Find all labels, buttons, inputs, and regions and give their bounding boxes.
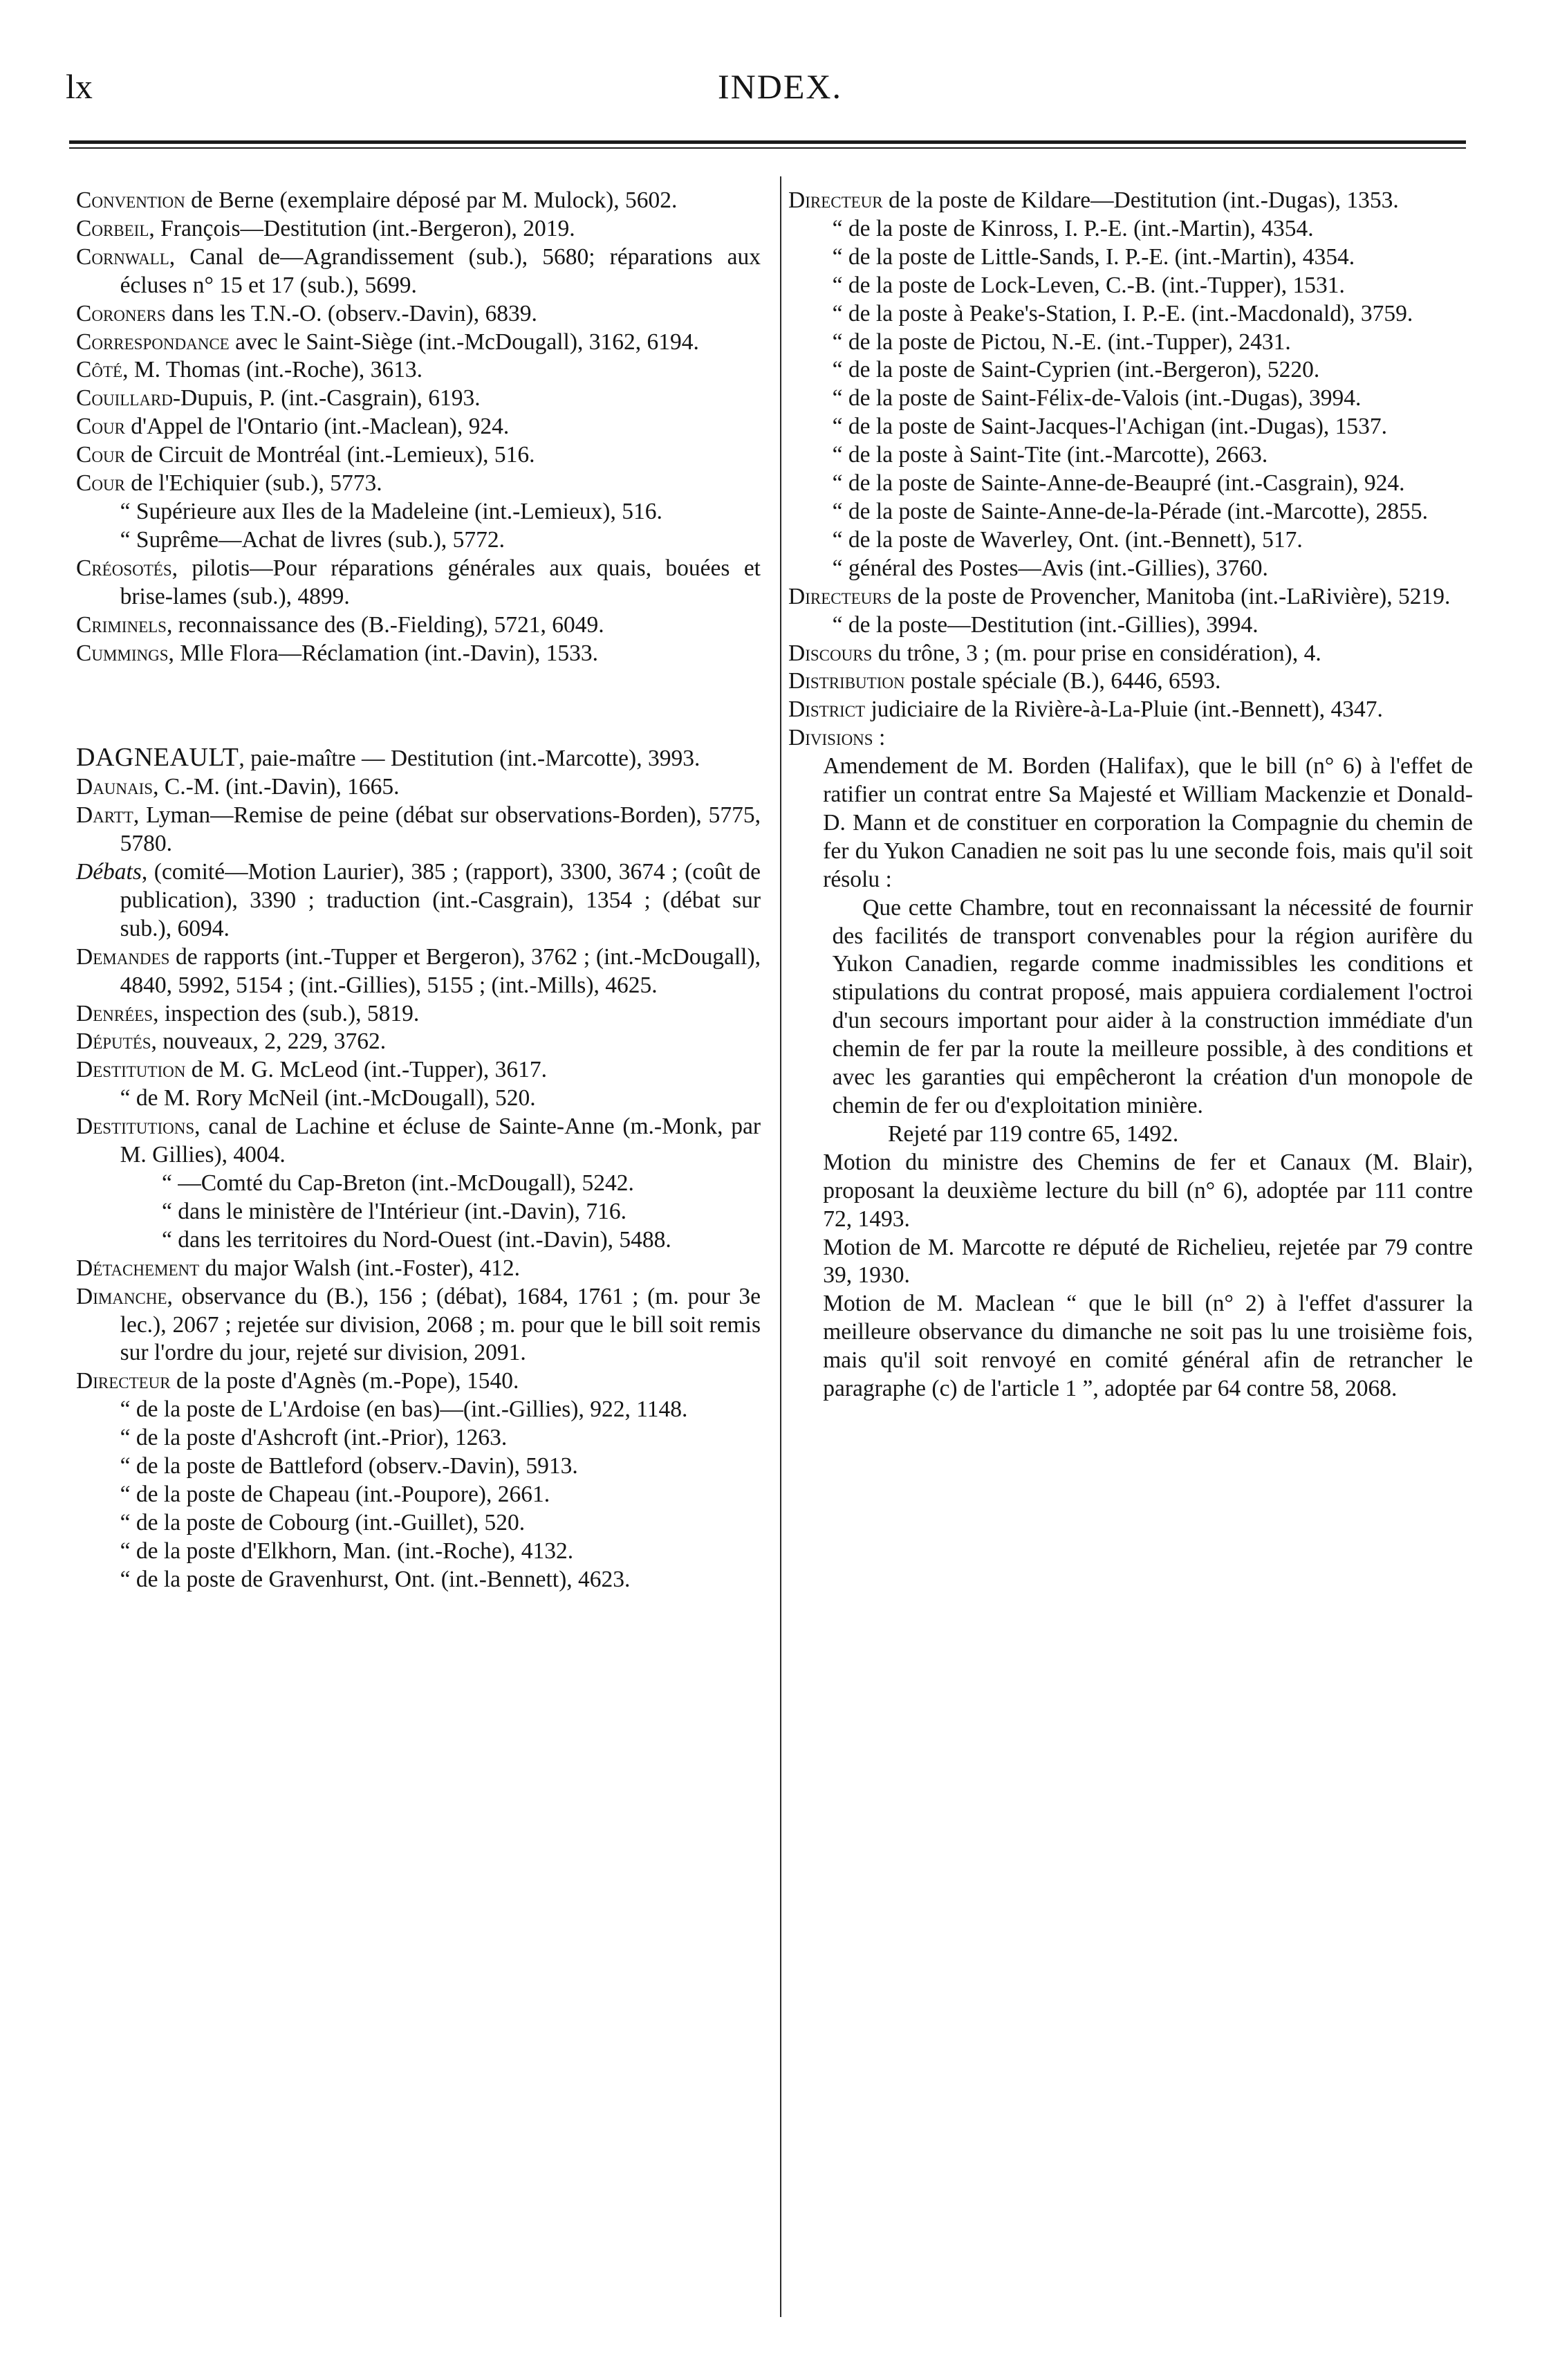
index-entry-text: “ de la poste de Lock-Leven, C.-B. (int.-Tupper), 1531. [832, 272, 1345, 298]
index-entry-head: Discours [788, 640, 873, 666]
index-entry-text: “ de la poste d'Elkhorn, Man. (int.-Roche), 4132. [120, 1538, 574, 1564]
index-entry-text: “ de la poste de Gravenhurst, Ont. (int.-Bennett), 4623. [120, 1566, 631, 1592]
index-entry [76, 943, 761, 1000]
index-entry-text: “ de la poste de Battleford (observ.-Davin), 5913. [120, 1453, 578, 1479]
index-subentry [76, 1452, 761, 1481]
index-entry-head: Créosotés [76, 555, 172, 581]
index-entry-text: “ de la poste de Waverley, Ont. (int.-Bennett), 517. [832, 526, 1303, 553]
index-entry-text: , C.-M. (int.-Davin), 1665. [153, 774, 400, 800]
index-entry-head: Daunais [76, 774, 154, 800]
index-entry-text: de la poste de Provencher, Manitoba (int.-LaRivière), 5219. [891, 583, 1451, 609]
division-paragraph [788, 894, 1473, 1120]
index-entry-text: , (comité—Motion Laurier), 385 ; (rapport), 3300, 3674 ; (coût de publication), 3390 ; traduction (int.-Casgrain), 1354 ; (débat sur sub.), 6094. [120, 859, 761, 941]
index-entry [788, 187, 1473, 215]
index-entry-head: Cummings [76, 640, 169, 666]
index-entry [76, 555, 761, 611]
column-divider [780, 176, 781, 2317]
index-subentry [788, 555, 1473, 583]
right-column [788, 187, 1473, 1403]
index-entry-text: de la poste d'Agnès (m.-Pope), 1540. [170, 1368, 519, 1394]
index-subentry [788, 498, 1473, 526]
index-entry [76, 356, 761, 385]
index-entry [788, 583, 1473, 611]
index-subentry [788, 385, 1473, 413]
index-entry-text: judiciaire de la Rivière-à-La-Pluie (int.-Bennett), 4347. [865, 697, 1383, 723]
page-number: lx [66, 67, 93, 106]
index-subentry [76, 1170, 761, 1198]
index-subentry [76, 526, 761, 555]
index-entry-text: postale spéciale (B.), 6446, 6593. [904, 668, 1221, 694]
index-entry [76, 640, 761, 668]
index-entry-head: Coroners [76, 300, 166, 326]
index-entry-head: Corbeil [76, 215, 149, 241]
index-entry [76, 441, 761, 470]
index-entry-text: “ général des Postes—Avis (int.-Gillies), 3760. [832, 555, 1268, 581]
index-entry-head: Destitution [76, 1057, 186, 1083]
index-entry-head: Destitutions [76, 1114, 195, 1140]
index-entry-text: “ Supérieure aux Iles de la Madeleine (int.-Lemieux), 516. [120, 498, 662, 524]
index-entry-text: “ de M. Rory McNeil (int.-McDougall), 520. [120, 1085, 536, 1111]
index-subentry [788, 413, 1473, 441]
index-subentry [788, 441, 1473, 470]
index-entry-text: “ de la poste de Cobourg (int.-Guillet), 520. [120, 1509, 526, 1535]
index-entry-head: Directeur [76, 1368, 171, 1394]
index-entry-text: “ de la poste de Saint-Cyprien (int.-Bergeron), 5220. [832, 357, 1320, 383]
index-entry-text: du major Walsh (int.-Foster), 412. [199, 1255, 520, 1281]
index-subentry [76, 1226, 761, 1255]
division-paragraph [788, 753, 1473, 894]
index-entry-text: “ Suprême—Achat de livres (sub.), 5772. [120, 526, 505, 553]
page-title: INDEX. [717, 67, 843, 106]
index-entry-head: Divisions [788, 725, 873, 751]
index-entry-text: , canal de Lachine et écluse de Sainte-Anne (m.-Monk, par M. Gillies), 4004. [120, 1114, 761, 1168]
index-entry-text: Rejeté par 119 contre 65, 1492. [888, 1120, 1179, 1147]
index-entry-text: , inspection des (sub.), 5819. [153, 1000, 420, 1026]
index-entry-head: Distribution [788, 668, 905, 694]
index-entry [76, 300, 761, 329]
index-entry-text: “ de la poste de Sainte-Anne-de-Beaupré (int.-Casgrain), 924. [832, 470, 1405, 497]
index-entry [76, 802, 761, 858]
index-subentry [788, 215, 1473, 243]
index-entry [788, 667, 1473, 696]
index-entry-text: “ dans le ministère de l'Intérieur (int.-Davin), 716. [161, 1198, 627, 1224]
index-entry-text: , Mlle Flora—Réclamation (int.-Davin), 1533. [168, 640, 599, 666]
index-entry [76, 1000, 761, 1028]
header-rule-thick [69, 140, 1466, 144]
index-subentry [76, 1509, 761, 1538]
index-subentry [76, 498, 761, 526]
index-entry-text: “ de la poste de Sainte-Anne-de-la-Pérade (int.-Marcotte), 2855. [832, 498, 1429, 524]
left-column [76, 187, 761, 1594]
index-subentry [788, 272, 1473, 300]
index-entry-text: , observance du (B.), 156 ; (débat), 1684, 1761 ; (m. pour 3e lec.), 2067 ; rejetée sur division, 2068 ; m. pour que le bill soit remis sur l'ordre du jour, rejeté sur division, 2091. [120, 1283, 761, 1366]
index-entry-head: Côté [76, 357, 123, 383]
index-entry-head: Dimanche [76, 1283, 167, 1309]
index-entry-text: , Lyman—Remise de peine (débat sur observations-Borden), 5775, 5780. [120, 802, 761, 857]
index-entry-text: “ de la poste de L'Ardoise (en bas)—(int.-Gillies), 922, 1148. [120, 1396, 688, 1423]
index-entry-head: Cour [76, 470, 125, 497]
index-entry-head: Directeurs [788, 583, 892, 609]
index-entry-text: “ de la poste de Kinross, I. P.-E. (int.-Martin), 4354. [832, 215, 1314, 241]
index-entry [76, 215, 761, 243]
index-subentry [788, 243, 1473, 272]
index-entry-head: Dartt [76, 802, 133, 829]
index-entry [76, 1255, 761, 1283]
index-entry [76, 1028, 761, 1056]
index-entry-head: Couillard [76, 385, 173, 412]
index-subentry [76, 1481, 761, 1509]
index-subentry [788, 526, 1473, 555]
index-entry-text: “ de la poste de Pictou, N.-E. (int.-Tupper), 2431. [832, 329, 1291, 355]
index-entry-head: Députés [76, 1028, 151, 1055]
index-subentry [76, 1538, 761, 1566]
index-entry [76, 413, 761, 441]
index-entry-text: “ de la poste de Saint-Jacques-l'Achigan (int.-Dugas), 1537. [832, 414, 1388, 440]
index-entry [76, 1056, 761, 1085]
index-entry-head: Cour [76, 442, 125, 468]
index-entry-head: Convention [76, 187, 185, 213]
index-entry [76, 858, 761, 943]
index-entry [76, 187, 761, 215]
division-paragraph [788, 1149, 1473, 1234]
index-subentry [76, 1396, 761, 1424]
index-subentry [788, 356, 1473, 385]
index-entry-text: dans les T.N.-O. (observ.-Davin), 6839. [165, 300, 537, 326]
division-paragraph [788, 1234, 1473, 1291]
index-entry-text: , reconnaissance des (B.-Fielding), 5721, 6049. [166, 611, 604, 638]
index-entry-text: du trône, 3 ; (m. pour prise en considération), 4. [872, 640, 1321, 666]
index-entry-head: Denrées [76, 1000, 154, 1026]
index-entry [76, 385, 761, 413]
index-entry-text: “ —Comté du Cap-Breton (int.-McDougall), 5242. [161, 1170, 634, 1196]
index-entry-text: , M. Thomas (int.-Roche), 3613. [122, 357, 423, 383]
index-subentry [788, 470, 1473, 498]
index-entry-text: “ de la poste à Saint-Tite (int.-Marcotte), 2663. [832, 442, 1268, 468]
index-entry-head: Débats [76, 859, 142, 885]
index-entry-text: , nouveaux, 2, 229, 3762. [151, 1028, 387, 1055]
division-paragraph [788, 1290, 1473, 1403]
index-entry-text: Motion du ministre des Chemins de fer et Canaux (M. Blair), proposant la deuxième lecture du bill (n° 6), adoptée par 111 contre 72, 1493. [823, 1149, 1473, 1232]
index-entry-text: de Circuit de Montréal (int.-Lemieux), 516. [124, 442, 535, 468]
index-entry [788, 640, 1473, 668]
index-entry-text: “ de la poste de Chapeau (int.-Poupore), 2661. [120, 1481, 550, 1507]
index-subentry [788, 300, 1473, 329]
index-entry-head: Cornwall [76, 243, 169, 270]
index-entry-text: , François—Destitution (int.-Bergeron), 2019. [149, 215, 575, 241]
header-rule-thin [69, 147, 1466, 149]
index-entry-text: Motion de M. Maclean “ que le bill (n° 2) à l'effet d'assurer la meilleure observance du dimanche ne soit pas lu une troisième fois, mais qu'il soit renvoyé en comité général afin de retrancher le paragraphe (c) de l'article 1 ”, adoptée par 64 contre 58, 2068. [823, 1291, 1473, 1402]
index-entry-text: , Canal de—Agrandissement (sub.), 5680; réparations aux écluses n° 15 et 17 (sub.), 5699. [120, 243, 761, 298]
index-entry-text: : [873, 725, 886, 751]
index-entry [76, 1113, 761, 1170]
index-entry [76, 243, 761, 300]
index-entry-text: Que cette Chambre, tout en reconnaissant la nécessité de fournir des facilités de transport convenables pour la région aurifère du Yukon Canadien, regarde comme inadmissibles les conditions et stipulations du contrat proposé, mais appuiera cordialement l'octroi d'un secours important pour aider à la construction immédiate d'un chemin de fer par la route la meilleure possible, à des conditions et avec les garanties qui empêcheront la création d'un monopole de chemin de fer ou d'exploitation minière. [832, 894, 1473, 1118]
index-entry-text: de M. G. McLeod (int.-Tupper), 3617. [185, 1057, 547, 1083]
index-entry [76, 470, 761, 498]
index-entry-head: District [788, 697, 866, 723]
index-entry-text: Amendement de M. Borden (Halifax), que le bill (n° 6) à l'effet de ratifier un contrat entre Sa Majesté et William Mackenzie et Donald-D. Mann et de constituer en corporation la Compagnie du chemin de fer du Yukon Canadien ne soit pas lu une seconde fois, mais qu'il soit résolu : [823, 753, 1473, 892]
index-entry-text: “ de la poste—Destitution (int.-Gillies), 3994. [832, 611, 1259, 638]
index-entry-text: “ de la poste de Saint-Félix-de-Valois (int.-Dugas), 3994. [832, 385, 1362, 412]
index-entry [76, 329, 761, 357]
index-entry [76, 1283, 761, 1368]
index-entry-text: avec le Saint-Siège (int.-McDougall), 3162, 6194. [229, 329, 699, 355]
index-entry-head: Directeur [788, 187, 883, 213]
index-entry-text: “ dans les territoires du Nord-Ouest (int.-Davin), 5488. [161, 1226, 671, 1253]
index-entry-text: “ de la poste à Peake's-Station, I. P.-E. (int.-Macdonald), 3759. [832, 300, 1413, 326]
index-entry [76, 1367, 761, 1396]
index-entry-text: “ de la poste de Little-Sands, I. P.-E. (int.-Martin), 4354. [832, 243, 1355, 270]
index-subentry [76, 1085, 761, 1113]
index-entry [76, 744, 761, 773]
index-entry-text: de l'Echiquier (sub.), 5773. [124, 470, 382, 497]
index-entry-head: Cour [76, 414, 125, 440]
index-entry-head: DAGNEAULT [76, 743, 239, 773]
index-entry-text: -Dupuis, P. (int.-Casgrain), 6193. [172, 385, 481, 412]
index-entry-text: de la poste de Kildare—Destitution (int.-Dugas), 1353. [882, 187, 1399, 213]
section-gap [76, 667, 761, 744]
index-subentry [76, 1566, 761, 1594]
index-entry [76, 611, 761, 640]
index-subentry [76, 1198, 761, 1226]
index-entry-text: Motion de M. Marcotte re député de Richelieu, rejetée par 79 contre 39, 1930. [823, 1234, 1473, 1289]
index-subentry [788, 329, 1473, 357]
index-entry-head: Criminels [76, 611, 167, 638]
index-entry [788, 724, 1473, 753]
index-entry-text: , paie-maître — Destitution (int.-Marcotte), 3993. [239, 746, 700, 772]
index-entry-head: Correspondance [76, 329, 230, 355]
index-entry [788, 696, 1473, 724]
division-paragraph [788, 1120, 1473, 1149]
index-subentry [76, 1424, 761, 1452]
index-entry-text: de Berne (exemplaire déposé par M. Mulock), 5602. [185, 187, 678, 213]
index-subentry [788, 611, 1473, 640]
index-entry-head: Détachement [76, 1255, 200, 1281]
index-entry-head: Demandes [76, 943, 170, 970]
index-entry [76, 773, 761, 802]
index-entry-text: “ de la poste d'Ashcroft (int.-Prior), 1263. [120, 1425, 508, 1451]
index-entry-text: , pilotis—Pour réparations générales aux quais, bouées et brise-lames (sub.), 4899. [120, 555, 761, 609]
index-entry-text: d'Appel de l'Ontario (int.-Maclean), 924. [124, 414, 510, 440]
index-entry-text: de rapports (int.-Tupper et Bergeron), 3762 ; (int.-McDougall), 4840, 5992, 5154 ; (int.-Gillies), 5155 ; (int.-Mills), 4625. [120, 943, 761, 998]
